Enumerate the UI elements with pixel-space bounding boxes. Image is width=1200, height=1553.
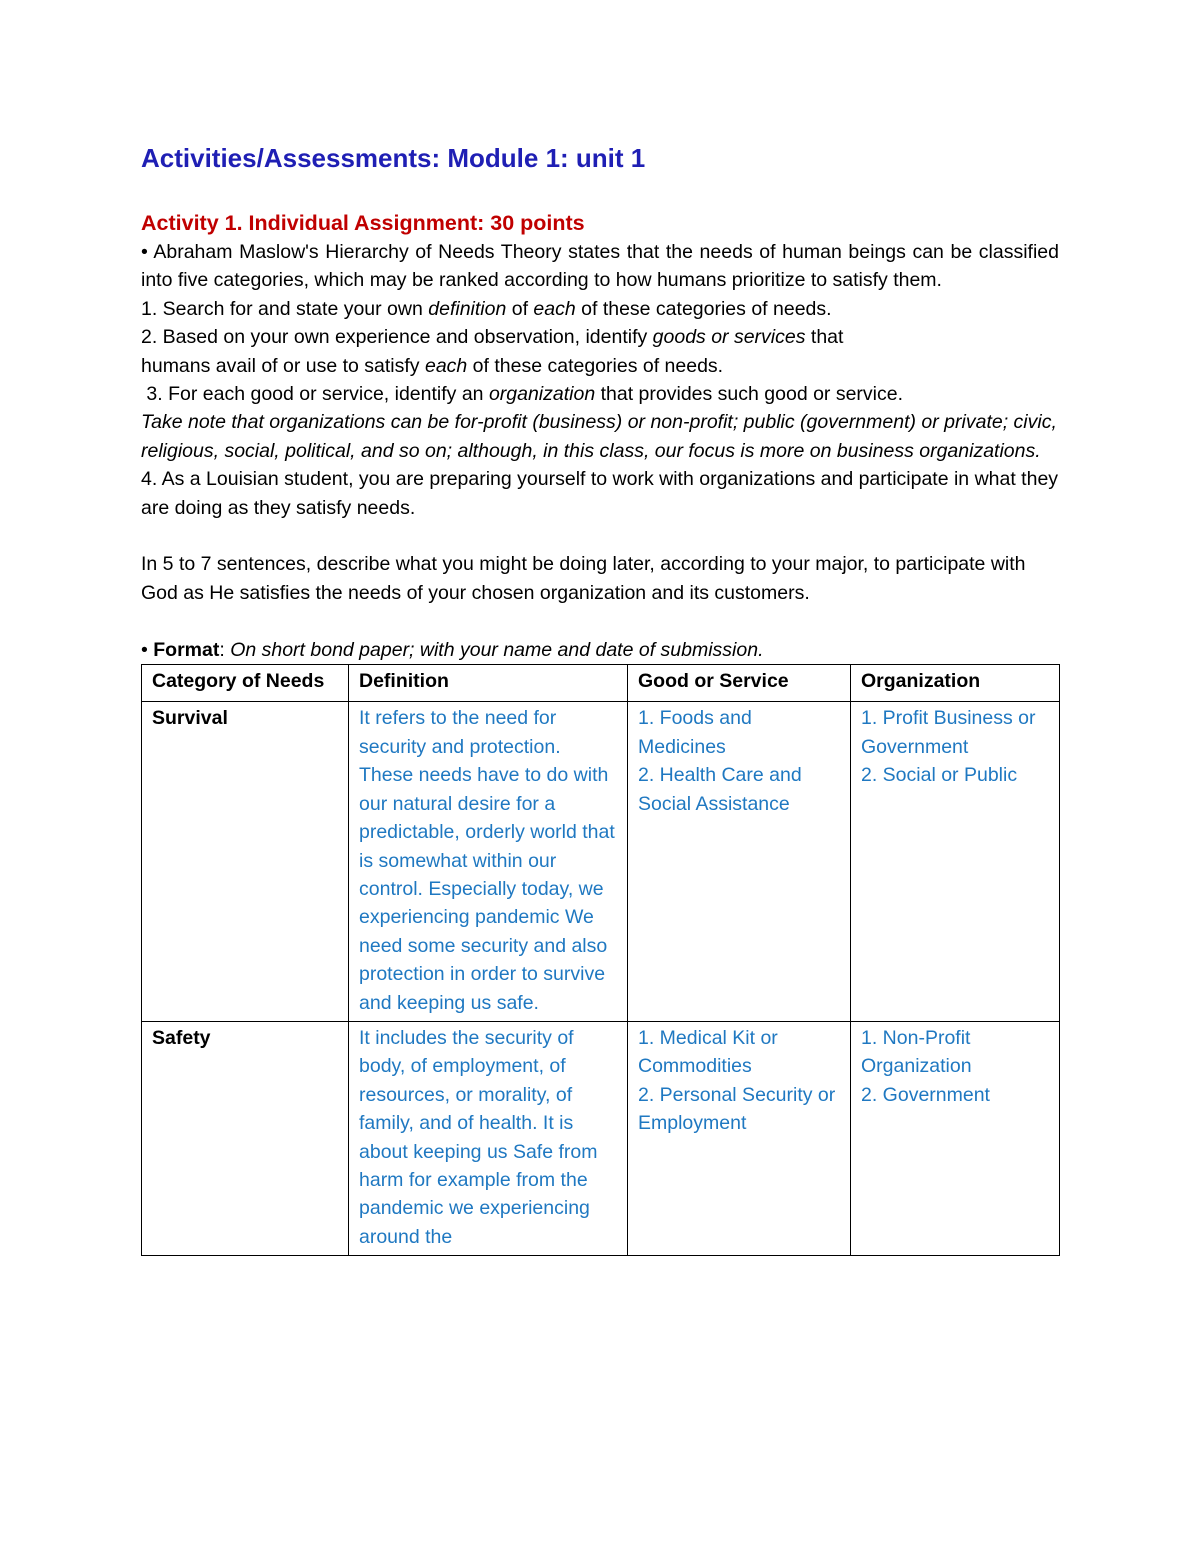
table-row [142,1021,1060,1255]
goods-cell: 1. Foods and Medicines 2. Health Care and Social Assistance [628,702,851,1021]
instruction-paragraph: In 5 to 7 sentences, describe what you might be doing later, according to your major, to participate with God as He satisfies the needs of your chosen organization and its customers. [141,553,1026,604]
table-row [142,702,1060,1021]
header-definition: Definition [349,665,628,702]
item-4: 4. As a Louisian student, you are preparing yourself to work with organizations and participate in what they are doing as they satisfy needs. [141,468,1059,519]
header-organization: Organization [851,665,1060,702]
definition-cell: It includes the security of body, of employment, of resources, or morality, of family, and of health. It is about keeping us Safe from harm for example from the pandemic we experiencing around the [349,1021,628,1255]
category-cell: Safety [142,1021,349,1255]
goods-cell: 1. Medical Kit or Commodities 2. Personal Security or Employment [628,1021,851,1255]
table-header-row [142,665,1060,702]
header-category: Category of Needs [142,665,349,702]
document-page [141,138,1059,1256]
header-good-or-service: Good or Service [628,665,851,702]
format-line: • Format: On short bond paper; with your name and date of submission. [141,638,764,661]
activity-title: Activity 1. Individual Assignment: 30 points [141,211,585,235]
item-3: 3. For each good or service, identify an organization that provides such good or service. [141,383,904,406]
page-title: Activities/Assessments: Module 1: unit 1 [141,143,646,173]
organization-cell: 1. Profit Business or Government 2. Social or Public [851,702,1060,1021]
organization-cell: 1. Non-Profit Organization 2. Government [851,1021,1060,1255]
category-cell: Survival [142,702,349,1021]
item-2: 2. Based on your own experience and observation, identify goods or services that humans avail of or use to satisfy each of these categories of needs. [141,326,844,377]
item-1: 1. Search for and state your own definition of each of these categories of needs. [141,297,832,320]
organization-note: Take note that organizations can be for-profit (business) or non-profit; public (government) or private; civic, religious, social, political, and so on; although, in this class, our focus is more on business organizations. [141,411,1057,462]
needs-table [141,664,1060,1256]
intro-paragraph: • Abraham Maslow's Hierarchy of Needs Theory states that the needs of human beings can be classified into five categories, which may be ranked according to how humans prioritize to satisfy them. [141,241,1059,292]
definition-cell: It refers to the need for security and protection. These needs have to do with our natural desire for a predictable, orderly world that is somewhat within our control. Especially today, we experiencing pandemic We need some security and also protection in order to survive and keeping us safe. [349,702,628,1021]
